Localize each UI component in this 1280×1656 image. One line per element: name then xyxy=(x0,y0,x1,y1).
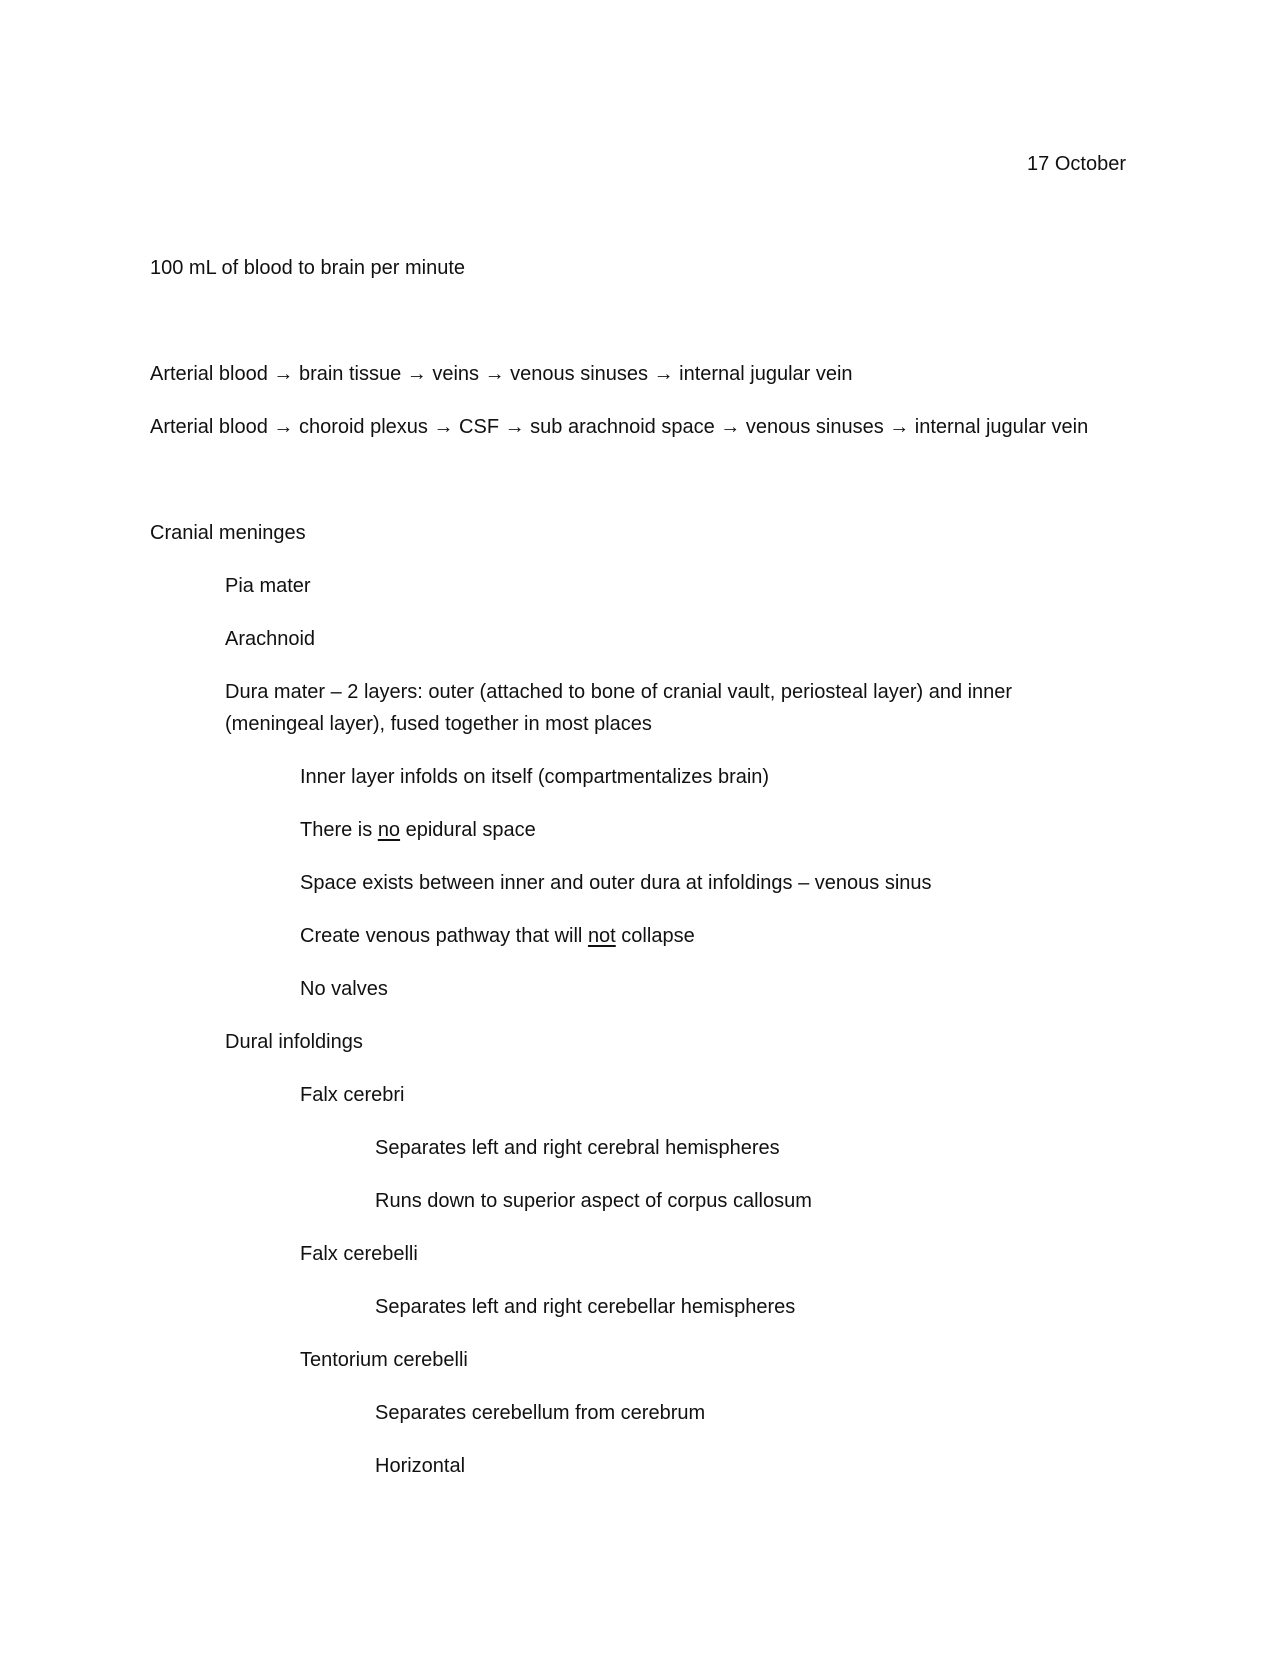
arachnoid-item: Arachnoid xyxy=(225,628,316,650)
emphasis-not: not xyxy=(587,925,616,947)
dura-point-venous-sinus: Space exists between inner and outer dura at infoldings – venous sinus xyxy=(300,872,932,894)
date-header: 17 October xyxy=(1027,153,1126,175)
tentorium-point-2: Horizontal xyxy=(375,1455,466,1477)
pathway-1: Arterial blood → brain tissue → veins → venous sinuses → internal jugular vein xyxy=(150,363,853,385)
dura-point-epidural-post: epidural space xyxy=(400,819,536,841)
dura-point-collapse-post: collapse xyxy=(615,925,695,947)
dura-point-epidural-pre: There is xyxy=(300,819,378,841)
pathway-2: Arterial blood → choroid plexus → CSF → sub arachnoid space → venous sinuses → internal jugular vein xyxy=(150,416,1089,438)
pia-mater-item: Pia mater xyxy=(225,575,311,597)
infoldings-heading: Dural infoldings xyxy=(225,1031,363,1053)
tentorium-item: Tentorium cerebelli xyxy=(300,1349,468,1371)
falx-cerebelli-point-1: Separates left and right cerebellar hemispheres xyxy=(375,1296,796,1318)
falx-cerebri-point-2: Runs down to superior aspect of corpus callosum xyxy=(375,1190,812,1212)
falx-cerebri-point-1: Separates left and right cerebral hemispheres xyxy=(375,1137,780,1159)
dura-point-epidural xyxy=(300,814,536,846)
falx-cerebri-item: Falx cerebri xyxy=(300,1084,405,1106)
dura-point-collapse-pre: Create venous pathway that will xyxy=(300,925,588,947)
dura-mater-item: Dura mater – 2 layers: outer (attached to bone of cranial vault, periosteal layer) and inner (meningeal layer), fused together in most places xyxy=(225,681,1013,735)
dura-point-valves: No valves xyxy=(300,978,388,1000)
emphasis-no: no xyxy=(377,819,401,841)
falx-cerebelli-item: Falx cerebelli xyxy=(300,1243,418,1265)
tentorium-point-1: Separates cerebellum from cerebrum xyxy=(375,1402,706,1424)
dura-point-infolds: Inner layer infolds on itself (compartmentalizes brain) xyxy=(300,766,770,788)
dura-point-collapse xyxy=(300,920,695,952)
blood-flow-note: 100 mL of blood to brain per minute xyxy=(150,257,466,279)
meninges-heading: Cranial meninges xyxy=(150,522,306,544)
